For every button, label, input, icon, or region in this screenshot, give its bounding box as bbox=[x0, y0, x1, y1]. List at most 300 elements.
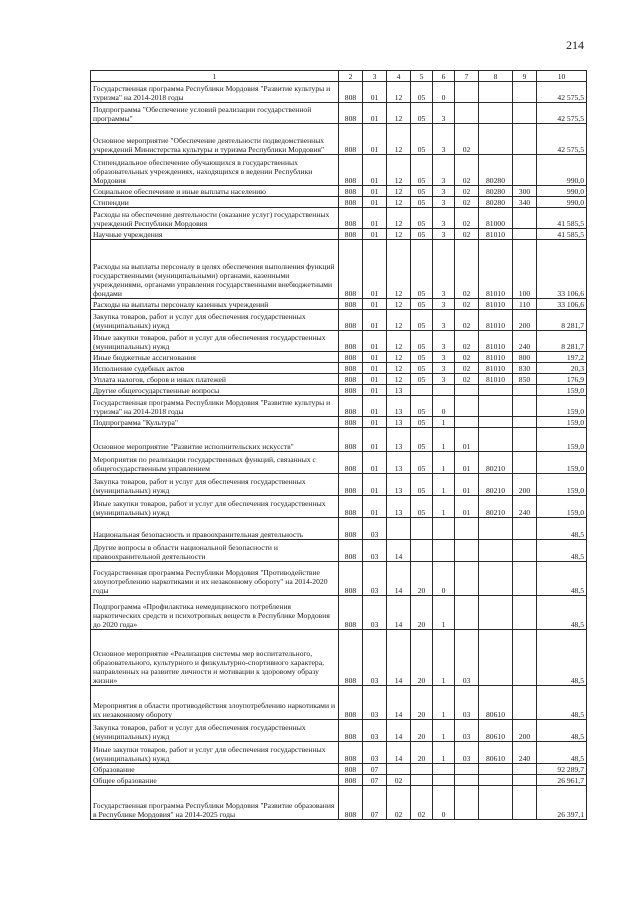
direction-code bbox=[479, 103, 513, 124]
amount: 159,0 bbox=[537, 385, 587, 396]
amount: 26 961,7 bbox=[537, 775, 587, 786]
ministry-code: 808 bbox=[339, 786, 363, 820]
program-code: 20 bbox=[411, 742, 433, 764]
table-row bbox=[91, 396, 587, 417]
ministry-code: 808 bbox=[339, 452, 363, 474]
table-row bbox=[91, 208, 587, 229]
program-code bbox=[411, 764, 433, 775]
section-code: 01 bbox=[363, 155, 387, 186]
amount: 41 585,5 bbox=[537, 229, 587, 240]
section-code: 03 bbox=[363, 562, 387, 596]
table-row bbox=[91, 186, 587, 197]
activity-code: 03 bbox=[455, 686, 479, 720]
table-row bbox=[91, 764, 587, 775]
direction-code bbox=[479, 385, 513, 396]
program-code: 05 bbox=[411, 331, 433, 352]
subprogram-code: 1 bbox=[433, 742, 455, 764]
amount: 33 106,6 bbox=[537, 299, 587, 310]
subprogram-code: 1 bbox=[433, 474, 455, 496]
activity-code bbox=[455, 518, 479, 540]
row-name: Общее образование bbox=[91, 775, 339, 786]
section-code: 01 bbox=[363, 363, 387, 374]
subsection-code bbox=[387, 764, 411, 775]
row-name: Иные закупки товаров, работ и услуг для обеспечения государственных (муниципальных) нужд bbox=[91, 496, 339, 518]
program-code: 05 bbox=[411, 299, 433, 310]
direction-code: 80610 bbox=[479, 720, 513, 742]
activity-code bbox=[455, 775, 479, 786]
direction-code: 81010 bbox=[479, 299, 513, 310]
amount: 990,0 bbox=[537, 197, 587, 208]
activity-code: 03 bbox=[455, 630, 479, 686]
subsection-code: 12 bbox=[387, 374, 411, 385]
program-code: 05 bbox=[411, 417, 433, 428]
ministry-code: 808 bbox=[339, 229, 363, 240]
activity-code: 02 bbox=[455, 186, 479, 197]
ministry-code: 808 bbox=[339, 124, 363, 155]
ministry-code: 808 bbox=[339, 742, 363, 764]
section-code: 01 bbox=[363, 474, 387, 496]
ministry-code: 808 bbox=[339, 496, 363, 518]
subsection-code: 12 bbox=[387, 186, 411, 197]
program-code: 05 bbox=[411, 452, 433, 474]
program-code: 05 bbox=[411, 229, 433, 240]
subsection-code: 14 bbox=[387, 720, 411, 742]
amount: 197,2 bbox=[537, 352, 587, 363]
program-code: 05 bbox=[411, 208, 433, 229]
row-name: Иные закупки товаров, работ и услуг для обеспечения государственных (муниципальных) нужд bbox=[91, 331, 339, 352]
subprogram-code: 1 bbox=[433, 417, 455, 428]
table-row bbox=[91, 124, 587, 155]
ministry-code: 808 bbox=[339, 764, 363, 775]
section-code: 03 bbox=[363, 540, 387, 562]
program-code: 05 bbox=[411, 82, 433, 103]
activity-code: 02 bbox=[455, 374, 479, 385]
ministry-code: 808 bbox=[339, 775, 363, 786]
row-name: Подпрограмма "Обеспечение условий реализации государственной программы" bbox=[91, 103, 339, 124]
activity-code: 02 bbox=[455, 197, 479, 208]
ministry-code: 808 bbox=[339, 299, 363, 310]
expense-type-code bbox=[513, 630, 537, 686]
subsection-code: 13 bbox=[387, 428, 411, 452]
expense-type-code: 340 bbox=[513, 197, 537, 208]
activity-code: 01 bbox=[455, 496, 479, 518]
section-code: 07 bbox=[363, 786, 387, 820]
table-row bbox=[91, 374, 587, 385]
subsection-code: 12 bbox=[387, 363, 411, 374]
ministry-code: 808 bbox=[339, 331, 363, 352]
row-name: Уплата налогов, сборов и иных платежей bbox=[91, 374, 339, 385]
expense-type-code bbox=[513, 417, 537, 428]
subsection-code: 14 bbox=[387, 540, 411, 562]
ministry-code: 808 bbox=[339, 82, 363, 103]
table-row bbox=[91, 428, 587, 452]
expense-type-code bbox=[513, 596, 537, 630]
column-header: 5 bbox=[411, 71, 433, 82]
program-code: 20 bbox=[411, 596, 433, 630]
subsection-code: 14 bbox=[387, 630, 411, 686]
subprogram-code: 0 bbox=[433, 82, 455, 103]
activity-code bbox=[455, 764, 479, 775]
activity-code bbox=[455, 82, 479, 103]
activity-code: 03 bbox=[455, 742, 479, 764]
section-code: 01 bbox=[363, 428, 387, 452]
table-row bbox=[91, 82, 587, 103]
row-name: Основное мероприятие "Обеспечение деятельности подведомственных учреждений Министерства культуры и туризма Республики Мордовия" bbox=[91, 124, 339, 155]
activity-code bbox=[455, 417, 479, 428]
direction-code: 80280 bbox=[479, 155, 513, 186]
amount: 990,0 bbox=[537, 155, 587, 186]
program-code: 02 bbox=[411, 786, 433, 820]
table-row bbox=[91, 103, 587, 124]
expense-type-code bbox=[513, 775, 537, 786]
subsection-code: 12 bbox=[387, 124, 411, 155]
ministry-code: 808 bbox=[339, 240, 363, 299]
subprogram-code: 3 bbox=[433, 331, 455, 352]
amount: 26 397,1 bbox=[537, 786, 587, 820]
ministry-code: 808 bbox=[339, 155, 363, 186]
row-name: Государственная программа Республики Мордовия "Противодействие злоупотреблению наркотиками и их незаконному обороту" на 2014-2020 годы bbox=[91, 562, 339, 596]
direction-code bbox=[479, 764, 513, 775]
activity-code bbox=[455, 562, 479, 596]
section-code: 01 bbox=[363, 82, 387, 103]
table-row bbox=[91, 775, 587, 786]
row-name: Закупка товаров, работ и услуг для обеспечения государственных (муниципальных) нужд bbox=[91, 474, 339, 496]
expense-type-code bbox=[513, 82, 537, 103]
activity-code: 02 bbox=[455, 363, 479, 374]
subsection-code: 13 bbox=[387, 452, 411, 474]
direction-code bbox=[479, 562, 513, 596]
direction-code bbox=[479, 124, 513, 155]
program-code: 05 bbox=[411, 197, 433, 208]
activity-code: 03 bbox=[455, 720, 479, 742]
row-name: Основное мероприятие "Развитие исполнительских искусств" bbox=[91, 428, 339, 452]
subsection-code: 13 bbox=[387, 474, 411, 496]
table-row bbox=[91, 742, 587, 764]
table-row bbox=[91, 417, 587, 428]
subprogram-code: 3 bbox=[433, 208, 455, 229]
ministry-code: 808 bbox=[339, 363, 363, 374]
direction-code: 81010 bbox=[479, 363, 513, 374]
ministry-code: 808 bbox=[339, 596, 363, 630]
row-name: Закупка товаров, работ и услуг для обеспечения государственных (муниципальных) нужд bbox=[91, 310, 339, 331]
expense-type-code: 830 bbox=[513, 363, 537, 374]
subsection-code bbox=[387, 518, 411, 540]
ministry-code: 808 bbox=[339, 720, 363, 742]
program-code: 05 bbox=[411, 428, 433, 452]
program-code: 05 bbox=[411, 240, 433, 299]
activity-code: 02 bbox=[455, 310, 479, 331]
ministry-code: 808 bbox=[339, 518, 363, 540]
direction-code: 80610 bbox=[479, 686, 513, 720]
amount: 159,0 bbox=[537, 428, 587, 452]
column-header: 8 bbox=[479, 71, 513, 82]
direction-code bbox=[479, 630, 513, 686]
table-row bbox=[91, 540, 587, 562]
ministry-code: 808 bbox=[339, 186, 363, 197]
subprogram-code: 3 bbox=[433, 240, 455, 299]
column-header: 4 bbox=[387, 71, 411, 82]
column-header: 1 bbox=[91, 71, 339, 82]
row-name: Государственная программа Республики Мордовия "Развитие образования в Республике Мордовия" на 2014-2025 годы bbox=[91, 786, 339, 820]
table-row bbox=[91, 474, 587, 496]
subprogram-code: 3 bbox=[433, 229, 455, 240]
direction-code bbox=[479, 82, 513, 103]
direction-code: 80210 bbox=[479, 452, 513, 474]
activity-code: 02 bbox=[455, 208, 479, 229]
subsection-code: 02 bbox=[387, 775, 411, 786]
section-code: 01 bbox=[363, 496, 387, 518]
header-row bbox=[91, 71, 587, 82]
row-name: Подпрограмма "Культура" bbox=[91, 417, 339, 428]
subprogram-code bbox=[433, 518, 455, 540]
table-row bbox=[91, 630, 587, 686]
direction-code bbox=[479, 417, 513, 428]
subsection-code: 13 bbox=[387, 417, 411, 428]
section-code: 01 bbox=[363, 417, 387, 428]
program-code: 20 bbox=[411, 686, 433, 720]
subsection-code: 12 bbox=[387, 310, 411, 331]
amount: 48,5 bbox=[537, 540, 587, 562]
activity-code bbox=[455, 396, 479, 417]
subprogram-code: 3 bbox=[433, 197, 455, 208]
section-code: 07 bbox=[363, 764, 387, 775]
row-name: Мероприятия в области противодействия злоупотреблению наркотиками и их незаконному обороту bbox=[91, 686, 339, 720]
table-row bbox=[91, 363, 587, 374]
subprogram-code: 1 bbox=[433, 720, 455, 742]
subprogram-code: 0 bbox=[433, 396, 455, 417]
expense-type-code bbox=[513, 518, 537, 540]
column-header: 10 bbox=[537, 71, 587, 82]
column-header: 3 bbox=[363, 71, 387, 82]
table-row bbox=[91, 385, 587, 396]
ministry-code: 808 bbox=[339, 385, 363, 396]
expense-type-code bbox=[513, 385, 537, 396]
direction-code: 81010 bbox=[479, 240, 513, 299]
direction-code: 80210 bbox=[479, 496, 513, 518]
program-code: 05 bbox=[411, 352, 433, 363]
subprogram-code bbox=[433, 385, 455, 396]
table-row bbox=[91, 496, 587, 518]
row-name: Подпрограмма «Профилактика немедицинского потребления наркотических средств и психотропных веществ в Республике Мордовия до 2020 года» bbox=[91, 596, 339, 630]
table-row bbox=[91, 229, 587, 240]
row-name: Другие общегосударственные вопросы bbox=[91, 385, 339, 396]
expense-type-code bbox=[513, 786, 537, 820]
direction-code: 81010 bbox=[479, 229, 513, 240]
subprogram-code: 0 bbox=[433, 562, 455, 596]
amount: 48,5 bbox=[537, 518, 587, 540]
table-row bbox=[91, 155, 587, 186]
section-code: 01 bbox=[363, 299, 387, 310]
activity-code bbox=[455, 103, 479, 124]
direction-code: 80280 bbox=[479, 197, 513, 208]
expense-type-code bbox=[513, 686, 537, 720]
subprogram-code: 3 bbox=[433, 186, 455, 197]
subprogram-code: 0 bbox=[433, 786, 455, 820]
section-code: 03 bbox=[363, 742, 387, 764]
section-code: 01 bbox=[363, 124, 387, 155]
direction-code bbox=[479, 596, 513, 630]
activity-code: 02 bbox=[455, 299, 479, 310]
table-row bbox=[91, 596, 587, 630]
expense-type-code: 110 bbox=[513, 299, 537, 310]
direction-code: 81000 bbox=[479, 208, 513, 229]
section-code: 01 bbox=[363, 208, 387, 229]
subprogram-code: 1 bbox=[433, 452, 455, 474]
direction-code bbox=[479, 775, 513, 786]
ministry-code: 808 bbox=[339, 374, 363, 385]
activity-code: 01 bbox=[455, 474, 479, 496]
subsection-code: 02 bbox=[387, 786, 411, 820]
subsection-code: 13 bbox=[387, 496, 411, 518]
direction-code bbox=[479, 396, 513, 417]
program-code: 05 bbox=[411, 396, 433, 417]
program-code: 20 bbox=[411, 720, 433, 742]
ministry-code: 808 bbox=[339, 197, 363, 208]
program-code: 05 bbox=[411, 186, 433, 197]
table-row bbox=[91, 299, 587, 310]
activity-code bbox=[455, 385, 479, 396]
program-code: 05 bbox=[411, 103, 433, 124]
ministry-code: 808 bbox=[339, 352, 363, 363]
section-code: 01 bbox=[363, 396, 387, 417]
expense-type-code bbox=[513, 428, 537, 452]
amount: 48,5 bbox=[537, 720, 587, 742]
section-code: 01 bbox=[363, 186, 387, 197]
amount: 8 281,7 bbox=[537, 310, 587, 331]
page-number: 214 bbox=[566, 38, 584, 52]
subprogram-code bbox=[433, 540, 455, 562]
section-code: 03 bbox=[363, 518, 387, 540]
row-name: Иные бюджетные ассигнования bbox=[91, 352, 339, 363]
activity-code: 02 bbox=[455, 331, 479, 352]
subsection-code: 12 bbox=[387, 352, 411, 363]
table-row bbox=[91, 786, 587, 820]
row-name: Мероприятия по реализации государственных функций, связанных с общегосударственным управлением bbox=[91, 452, 339, 474]
activity-code: 02 bbox=[455, 240, 479, 299]
direction-code bbox=[479, 540, 513, 562]
activity-code bbox=[455, 540, 479, 562]
amount: 33 106,6 bbox=[537, 240, 587, 299]
row-name: Расходы на обеспечение деятельности (оказание услуг) государственных учреждений Республики Мордовия bbox=[91, 208, 339, 229]
activity-code: 01 bbox=[455, 452, 479, 474]
subprogram-code: 3 bbox=[433, 124, 455, 155]
section-code: 01 bbox=[363, 240, 387, 299]
subprogram-code: 1 bbox=[433, 630, 455, 686]
program-code bbox=[411, 775, 433, 786]
expense-type-code bbox=[513, 103, 537, 124]
subsection-code: 12 bbox=[387, 103, 411, 124]
expense-type-code: 800 bbox=[513, 352, 537, 363]
subprogram-code: 3 bbox=[433, 363, 455, 374]
expense-type-code bbox=[513, 396, 537, 417]
expense-type-code: 240 bbox=[513, 496, 537, 518]
column-header: 2 bbox=[339, 71, 363, 82]
section-code: 01 bbox=[363, 310, 387, 331]
section-code: 03 bbox=[363, 720, 387, 742]
subsection-code: 12 bbox=[387, 299, 411, 310]
amount: 42 575,5 bbox=[537, 103, 587, 124]
expense-type-code bbox=[513, 124, 537, 155]
subsection-code: 12 bbox=[387, 155, 411, 186]
row-name: Основное мероприятие «Реализация системы мер воспитательного, образовательного, культурного и физкультурно-спортивного характера, направленных на развитие личности и мотивации к здоровому образу жизни» bbox=[91, 630, 339, 686]
row-name: Государственная программа Республики Мордовия "Развитие культуры и туризма" на 2014-2018 годы bbox=[91, 396, 339, 417]
section-code: 01 bbox=[363, 352, 387, 363]
program-code: 05 bbox=[411, 474, 433, 496]
table-row bbox=[91, 518, 587, 540]
amount: 159,0 bbox=[537, 417, 587, 428]
expense-type-code: 240 bbox=[513, 331, 537, 352]
section-code: 01 bbox=[363, 374, 387, 385]
ministry-code: 808 bbox=[339, 540, 363, 562]
section-code: 03 bbox=[363, 630, 387, 686]
ministry-code: 808 bbox=[339, 562, 363, 596]
subsection-code: 12 bbox=[387, 240, 411, 299]
amount: 176,9 bbox=[537, 374, 587, 385]
expense-type-code: 850 bbox=[513, 374, 537, 385]
expense-type-code bbox=[513, 764, 537, 775]
direction-code: 80610 bbox=[479, 742, 513, 764]
program-code: 05 bbox=[411, 124, 433, 155]
section-code: 01 bbox=[363, 103, 387, 124]
activity-code: 02 bbox=[455, 155, 479, 186]
program-code: 20 bbox=[411, 630, 433, 686]
program-code bbox=[411, 540, 433, 562]
column-header: 7 bbox=[455, 71, 479, 82]
ministry-code: 808 bbox=[339, 103, 363, 124]
amount: 159,0 bbox=[537, 496, 587, 518]
expense-type-code: 200 bbox=[513, 474, 537, 496]
subsection-code: 12 bbox=[387, 229, 411, 240]
expense-type-code bbox=[513, 229, 537, 240]
ministry-code: 808 bbox=[339, 686, 363, 720]
direction-code: 80280 bbox=[479, 186, 513, 197]
program-code: 05 bbox=[411, 496, 433, 518]
subsection-code: 13 bbox=[387, 396, 411, 417]
expense-type-code: 200 bbox=[513, 310, 537, 331]
direction-code: 81010 bbox=[479, 374, 513, 385]
direction-code: 80210 bbox=[479, 474, 513, 496]
activity-code bbox=[455, 596, 479, 630]
direction-code bbox=[479, 518, 513, 540]
amount: 159,0 bbox=[537, 452, 587, 474]
program-code: 05 bbox=[411, 374, 433, 385]
amount: 42 575,5 bbox=[537, 82, 587, 103]
direction-code: 81010 bbox=[479, 331, 513, 352]
row-name: Расходы на выплаты персоналу казенных учреждений bbox=[91, 299, 339, 310]
subsection-code: 14 bbox=[387, 562, 411, 596]
ministry-code: 808 bbox=[339, 396, 363, 417]
activity-code bbox=[455, 786, 479, 820]
table-row bbox=[91, 352, 587, 363]
expense-type-code: 240 bbox=[513, 742, 537, 764]
activity-code: 02 bbox=[455, 352, 479, 363]
subsection-code: 12 bbox=[387, 197, 411, 208]
row-name: Исполнение судебных актов bbox=[91, 363, 339, 374]
column-header: 6 bbox=[433, 71, 455, 82]
row-name: Национальная безопасность и правоохранительная деятельность bbox=[91, 518, 339, 540]
program-code: 05 bbox=[411, 363, 433, 374]
amount: 48,5 bbox=[537, 562, 587, 596]
expense-type-code: 100 bbox=[513, 240, 537, 299]
section-code: 01 bbox=[363, 385, 387, 396]
row-name: Иные закупки товаров, работ и услуг для обеспечения государственных (муниципальных) нужд bbox=[91, 742, 339, 764]
amount: 8 281,7 bbox=[537, 331, 587, 352]
amount: 159,0 bbox=[537, 396, 587, 417]
amount: 20,3 bbox=[537, 363, 587, 374]
table-row bbox=[91, 240, 587, 299]
table-row bbox=[91, 720, 587, 742]
direction-code bbox=[479, 428, 513, 452]
